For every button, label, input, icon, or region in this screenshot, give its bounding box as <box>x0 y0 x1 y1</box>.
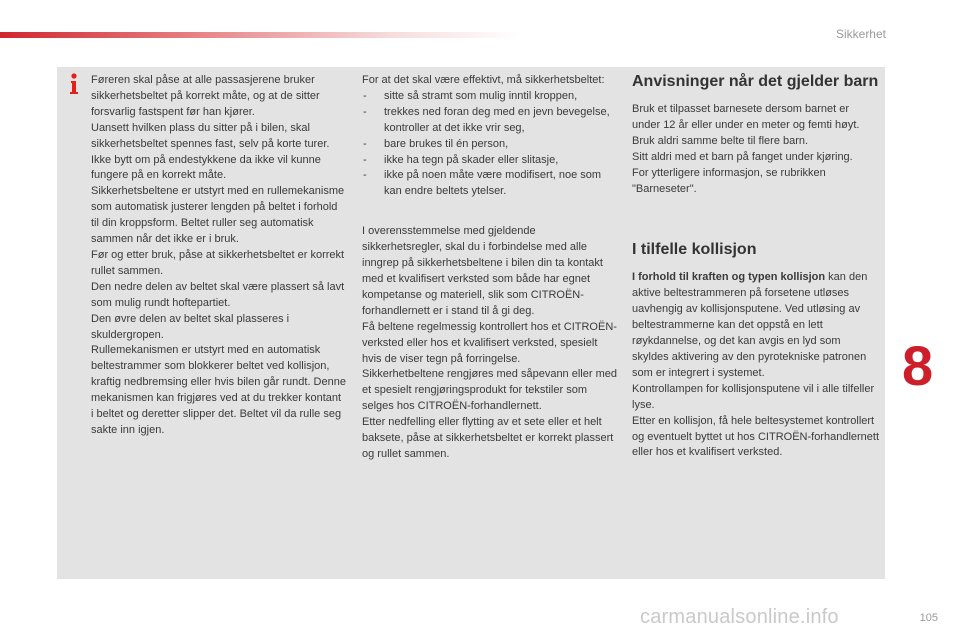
paragraph: Få beltene regelmessig kontrollert hos et CITROËN-verksted eller hos et kvalifisert verksted, spesielt hvis de viser tegn på forringelse. <box>362 320 617 365</box>
section-title: Sikkerhet <box>835 27 886 41</box>
paragraph: For ytterligere informasjon, se rubrikken "Barneseter". <box>632 166 826 195</box>
lead-rest: kan den aktive beltestrammeren på forsetene utløses uavhengig av kollisjonsputene. Ved utløsing av beltestrammerne kan det oppstå en lett røykdannelse, og det kan avgis en lyd som skyldes aktivering av den pyrotekniske patronen som er integrert i systemet. <box>632 271 868 379</box>
heading-children: Anvisninger når det gjelder barn <box>632 73 879 90</box>
paragraph: Etter nedfelling eller flytting av et sete eller et helt baksete, påse at sikkerhetsbeltet er korrekt plassert og rullet sammen. <box>362 416 614 460</box>
paragraph: Sikkerhetsbeltene er utstyrt med en rullemekanisme som automatisk justerer lengden på beltet i forhold til din kroppsform. Beltet ruller seg automatisk sammen når det ikke er i bruk. <box>91 185 345 246</box>
watermark: carmanualsonline.info <box>640 606 839 628</box>
paragraph: Den nedre delen av beltet skal være plassert så lavt som mulig rundt hoftepartiet. <box>91 280 345 309</box>
paragraph: I overensstemmelse med gjeldende sikkerhetsregler, skal du i forbindelse med alle inngrep på sikkerhetsbeltene i bilen din ta kontakt med et kvalifisert verksted som både har egnet kompetanse og materiell, slik som CITROËN-forhandlernett er i stand til å gi deg. <box>362 225 603 317</box>
column-3 <box>632 73 880 461</box>
paragraph: Rullemekanismen er utstyrt med en automatisk beltestrammer som blokkerer beltet ved kollisjon, kraftig nedbremsing eller hvis bilen går rundt. Denne mekanismen kan frigjøres ved at du trekker kontant i beltet og deretter slipper det. Beltet vil da rulle seg sakte inn igjen. <box>91 344 346 436</box>
paragraph: Kontrollampen for kollisjonsputene vil i alle tilfeller lyse. <box>632 382 875 411</box>
paragraph <box>632 270 880 381</box>
paragraph: Før og etter bruk, påse at sikkerhetsbeltet er korrekt rullet sammen. <box>91 248 345 277</box>
heading-collision: I tilfelle kollisjon <box>632 241 757 259</box>
paragraph: Etter en kollisjon, få hele beltesystemet kontrollert og eventuelt byttet ut hos CITROËN-forhandlernett eller hos et kvalifisert verksted. <box>632 414 880 459</box>
header-accent-bar <box>0 32 520 38</box>
column-1 <box>91 73 346 439</box>
paragraph: Uansett hvilken plass du sitter på i bilen, skal sikkerhetsbeltet spennes fast, selv på korte turer. <box>91 121 330 150</box>
lead-bold: I forhold til kraften og typen kollisjon <box>632 271 826 284</box>
spacer <box>362 216 617 224</box>
list-item: - ikke på noen måte være modifisert, noe som kan endre beltets ytelser. <box>362 168 617 200</box>
list-item: - trekkes ned foran deg med en jevn bevegelse, kontroller at det ikke vrir seg, <box>362 105 617 137</box>
paragraph: Den øvre delen av beltet skal plasseres i skuldergropen. <box>91 312 290 341</box>
list-item: - bare brukes til én person, <box>362 137 617 153</box>
paragraph: Bruk et tilpasset barnesete dersom barnet er under 12 år eller under en meter og femti høyt. <box>632 103 860 131</box>
list-item: - sitte så stramt som mulig inntil kroppen, <box>362 89 617 105</box>
spacer <box>362 200 617 216</box>
paragraph: Sikkerhetbeltene rengjøres med såpevann eller med et spesielt rengjøringsprodukt for tekstiler som selges hos CITROËN-forhandlernett. <box>362 368 617 413</box>
paragraph: Sitt aldri med et barn på fanget under kjøring. <box>632 150 853 163</box>
list-intro: For at det skal være effektivt, må sikkerhetsbeltet: <box>362 74 605 86</box>
chapter-number: 8 <box>902 334 934 397</box>
list-item: - ikke ha tegn på skader eller slitasje, <box>362 153 617 169</box>
paragraph: Bruk aldri samme belte til flere barn. <box>632 134 809 147</box>
paragraph: Føreren skal påse at alle passasjerene bruker sikkerhetsbeltet på korrekt måte, og at de sitter forsvarlig fastspent før han kjører. <box>91 74 320 118</box>
page-number: 105 <box>919 612 938 624</box>
column-2 <box>362 73 617 463</box>
paragraph: Ikke bytt om på endestykkene da ikke vil kunne fungere på en korrekt måte. <box>91 153 321 182</box>
info-icon <box>66 72 82 96</box>
requirements-list <box>362 89 617 200</box>
